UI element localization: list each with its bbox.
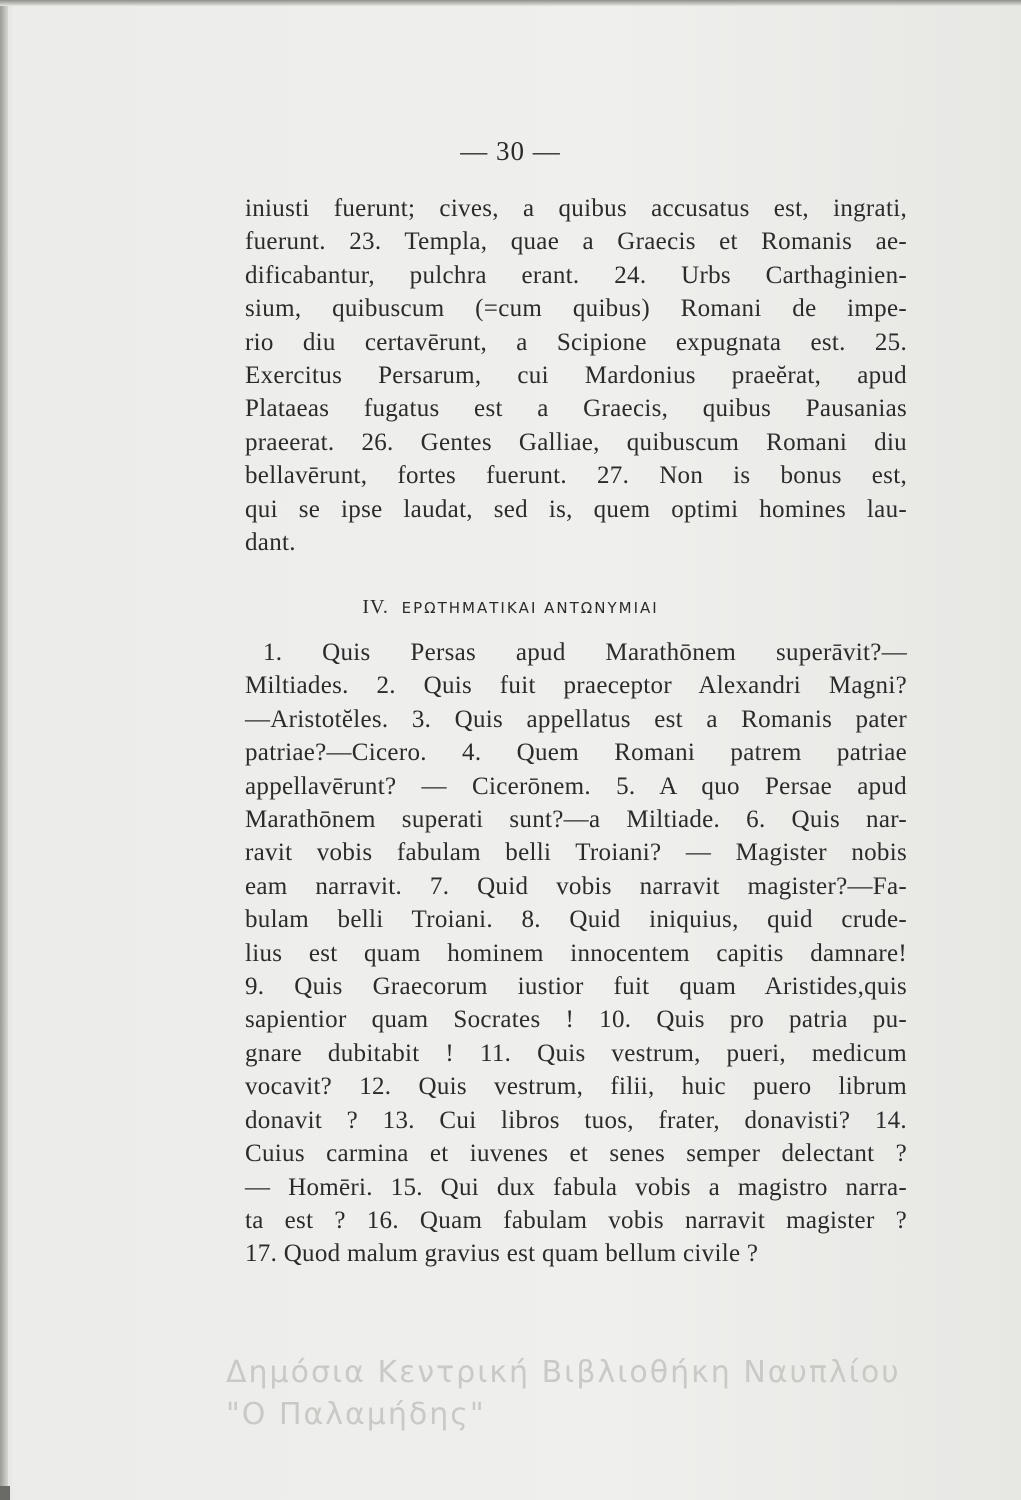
text-line: bellavērunt, fortes fuerunt. 27. Non is bonus est, [245,462,907,490]
section-title: ΕΡΩΤΗΜΑΤΙΚΑΙ ΑΝΤΩΝΥΜΙΑΙ [401,599,659,617]
text-line: vocavit? 12. Quis vestrum, filii, huic puero librum [245,1073,907,1101]
text-line: ta est ? 16. Quam fabulam vobis narravit magister ? [245,1206,907,1234]
text-line: bulam belli Troiani. 8. Quid iniquius, quid crude- [245,906,907,934]
text-line: ravit vobis fabulam belli Troiani? — Magister nobis [245,839,907,867]
text-line: 1. Quis Persas apud Marathōnem superāvit?— [263,639,907,666]
watermark-line: "Ο Παλαμήδης" [226,1397,486,1432]
paragraph-exercises-22-27 [245,192,907,559]
page-top-edge [0,0,1021,6]
text-line: Marathōnem superati sunt?—a Miltiade. 6. Quis nar- [245,806,907,834]
text-line: sapientior quam Socrates ! 10. Quis pro patria pu- [245,1006,907,1034]
text-line: Miltiades. 2. Quis fuit praeceptor Alexandri Magni? [245,672,907,700]
text-line: dificabantur, pulchra erant. 24. Urbs Carthaginien- [245,261,907,289]
text-line: iniusti fuerunt; cives, a quibus accusatus est, ingrati, [245,195,907,222]
text-line: dant. [245,529,296,557]
text-line: 9. Quis Graecorum iustior fuit quam Aristides,quis [245,973,907,1001]
text-line: Plataeas fugatus est a Graecis, quibus Pausanias [245,395,907,423]
section-heading [0,596,1021,619]
text-line: lius est quam hominem innocentem capitis damnare! [245,939,907,967]
page-number: — 30 — [460,136,561,166]
text-line: —Aristotĕles. 3. Quis appellatus est a Romanis pater [245,705,907,733]
text-line: appellavērunt? — Cicerōnem. 5. A quo Persae apud [245,772,907,800]
text-line: fuerunt. 23. Templa, quae a Graecis et Romanis ae- [245,228,907,256]
page-left-edge [0,0,8,1500]
text-line: Exercitus Persarum, cui Mardonius praeĕrat, apud [245,362,907,390]
text-line: patriae?—Cicero. 4. Quem Romani patrem patriae [245,739,907,767]
text-line: praeerat. 26. Gentes Galliae, quibuscum Romani diu [245,428,907,456]
watermark-line: Δημόσια Κεντρική Βιβλιοθήκη Ναυπλίου [226,1355,901,1390]
text-line: rio diu certavērunt, a Scipione expugnata est. 25. [245,328,907,356]
text-line: Cuius carmina et iuvenes et senes semper delectant ? [245,1140,907,1168]
library-watermark [226,1352,986,1436]
text-line: qui se ipse laudat, sed is, quem optimi homines lau- [245,495,907,523]
text-line: — Homēri. 15. Qui dux fabula vobis a magistro narra- [245,1173,907,1201]
scan-corner-mark [0,1486,10,1500]
text-line: 17. Quod malum gravius est quam bellum civile ? [245,1240,759,1268]
text-line: gnare dubitabit ! 11. Quis vestrum, pueri, medicum [245,1039,907,1067]
paragraph-questions-1-17 [245,636,907,1271]
text-line: sium, quibuscum (=cum quibus) Romani de impe- [245,295,907,323]
text-line: eam narravit. 7. Quid vobis narravit magister?—Fa- [245,872,907,900]
section-number: IV. [362,596,389,618]
text-line: donavit ? 13. Cui libros tuos, frater, donavisti? 14. [245,1106,907,1134]
